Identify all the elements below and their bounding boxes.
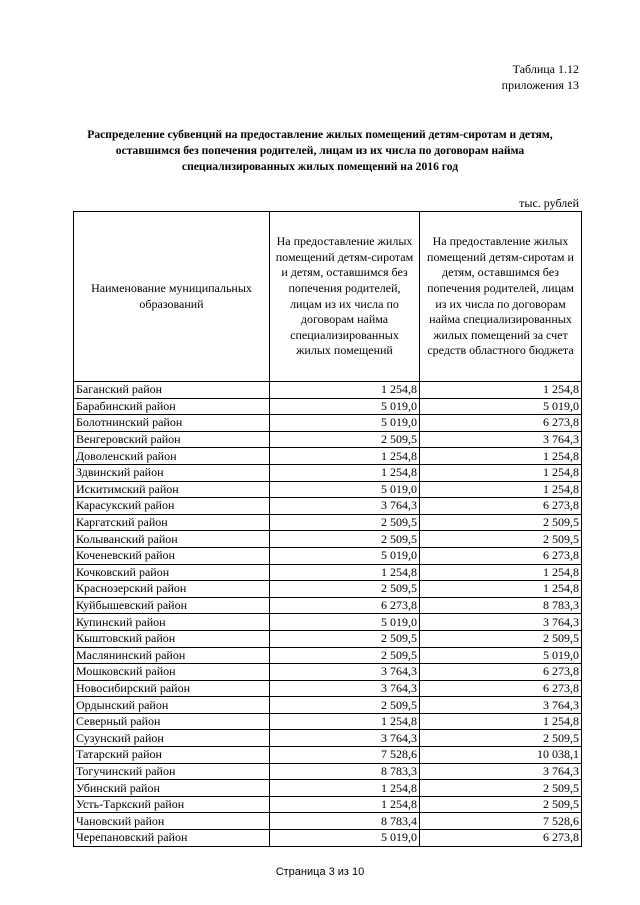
column-header-regional-budget: На предоставление жилых помещений детям-сиротам и детям, оставшимся без попечения родителей, лицам из их числа по договорам найма специализированных жилых помещений за счет средств областного бюджета: [420, 212, 582, 382]
regional-value-cell: 2 509,5: [420, 796, 582, 813]
municipality-cell: Коченевский район: [74, 547, 270, 564]
regional-value-cell: 2 509,5: [420, 780, 582, 797]
regional-value-cell: 2 509,5: [420, 630, 582, 647]
municipality-cell: Черепановский район: [74, 830, 270, 847]
table-row: [74, 796, 582, 813]
table-row: [74, 398, 582, 415]
subsidy-value-cell: 2 509,5: [270, 581, 420, 598]
regional-value-cell: 1 254,8: [420, 448, 582, 465]
table-row: [74, 498, 582, 515]
subsidy-value-cell: 5 019,0: [270, 481, 420, 498]
regional-value-cell: 2 509,5: [420, 531, 582, 548]
subsidy-value-cell: 1 254,8: [270, 464, 420, 481]
table-row: [74, 713, 582, 730]
table-row: [74, 415, 582, 432]
regional-value-cell: 3 764,3: [420, 697, 582, 714]
table-row: [74, 564, 582, 581]
column-header-municipality: Наименование муниципальных образований: [74, 212, 270, 382]
units-label: тыс. рублей: [519, 196, 579, 210]
municipality-cell: Маслянинский район: [74, 647, 270, 664]
municipality-cell: Здвинский район: [74, 464, 270, 481]
subsidy-value-cell: 3 764,3: [270, 498, 420, 515]
municipality-cell: Карасукский район: [74, 498, 270, 515]
document-title: [60, 127, 580, 175]
regional-value-cell: 6 273,8: [420, 680, 582, 697]
subsidy-value-cell: 1 254,8: [270, 564, 420, 581]
municipality-cell: Сузунский район: [74, 730, 270, 747]
regional-value-cell: 3 764,3: [420, 614, 582, 631]
regional-value-cell: 6 273,8: [420, 547, 582, 564]
regional-value-cell: 6 273,8: [420, 664, 582, 681]
subsidy-value-cell: 5 019,0: [270, 547, 420, 564]
table-row: [74, 813, 582, 830]
municipality-cell: Каргатский район: [74, 514, 270, 531]
table-row: [74, 730, 582, 747]
subsidy-value-cell: 5 019,0: [270, 614, 420, 631]
subsidy-value-cell: 5 019,0: [270, 398, 420, 415]
subsidy-value-cell: 5 019,0: [270, 830, 420, 847]
subsidy-value-cell: 2 509,5: [270, 630, 420, 647]
table-row: [74, 697, 582, 714]
column-header-subsidy: На предоставление жилых помещений детям-сиротам и детям, оставшимся без попечения родителей, лицам из их числа по договорам найма специализированных жилых помещений: [270, 212, 420, 382]
regional-value-cell: 2 509,5: [420, 514, 582, 531]
table-row: [74, 630, 582, 647]
regional-value-cell: 7 528,6: [420, 813, 582, 830]
municipality-cell: Мошковский район: [74, 664, 270, 681]
table-row: [74, 464, 582, 481]
regional-value-cell: 6 273,8: [420, 830, 582, 847]
appendix-reference: приложения 13: [501, 78, 579, 92]
table-row: [74, 382, 582, 399]
subsidy-value-cell: 3 764,3: [270, 664, 420, 681]
table-row: [74, 763, 582, 780]
table-row: [74, 597, 582, 614]
municipality-cell: Северный район: [74, 713, 270, 730]
table-row: [74, 481, 582, 498]
page-number: Страница 3 из 10: [275, 866, 365, 878]
municipality-cell: Баганский район: [74, 382, 270, 399]
table-row: [74, 431, 582, 448]
regional-value-cell: 3 764,3: [420, 763, 582, 780]
municipality-cell: Купинский район: [74, 614, 270, 631]
regional-value-cell: 6 273,8: [420, 415, 582, 432]
regional-value-cell: 1 254,8: [420, 564, 582, 581]
regional-value-cell: 1 254,8: [420, 581, 582, 598]
table-row: [74, 581, 582, 598]
subsidy-value-cell: 2 509,5: [270, 514, 420, 531]
subsidy-value-cell: 2 509,5: [270, 647, 420, 664]
municipality-cell: Колыванский район: [74, 531, 270, 548]
table-header-row: [74, 212, 582, 382]
municipality-cell: Убинский район: [74, 780, 270, 797]
municipality-cell: Искитимский район: [74, 481, 270, 498]
table-row: [74, 614, 582, 631]
table-row: [74, 747, 582, 764]
municipality-cell: Ордынский район: [74, 697, 270, 714]
municipality-cell: Кыштовский район: [74, 630, 270, 647]
table-row: [74, 830, 582, 847]
table-row: [74, 680, 582, 697]
regional-value-cell: 2 509,5: [420, 730, 582, 747]
regional-value-cell: 3 764,3: [420, 431, 582, 448]
municipality-cell: Барабинский район: [74, 398, 270, 415]
table-row: [74, 514, 582, 531]
regional-value-cell: 1 254,8: [420, 464, 582, 481]
title-line: оставшимся без попечения родителей, лицам из их числа по договорам найма: [115, 144, 525, 157]
regional-value-cell: 10 038,1: [420, 747, 582, 764]
table-row: [74, 547, 582, 564]
table-row: [74, 531, 582, 548]
municipality-cell: Болотнинский район: [74, 415, 270, 432]
subsidy-value-cell: 6 273,8: [270, 597, 420, 614]
municipality-cell: Тогучинский район: [74, 763, 270, 780]
subsidy-value-cell: 3 764,3: [270, 680, 420, 697]
subsidy-value-cell: 1 254,8: [270, 448, 420, 465]
table-row: [74, 780, 582, 797]
regional-value-cell: 8 783,3: [420, 597, 582, 614]
municipality-cell: Краснозерский район: [74, 581, 270, 598]
table-body: [74, 382, 582, 847]
table-row: [74, 664, 582, 681]
municipality-cell: Венгеровский район: [74, 431, 270, 448]
subsidy-table: [73, 211, 582, 847]
municipality-cell: Усть-Таркский район: [74, 796, 270, 813]
subsidy-value-cell: 1 254,8: [270, 382, 420, 399]
municipality-cell: Доволенский район: [74, 448, 270, 465]
regional-value-cell: 5 019,0: [420, 647, 582, 664]
municipality-cell: Новосибирский район: [74, 680, 270, 697]
subsidy-value-cell: 8 783,3: [270, 763, 420, 780]
table-reference: Таблица 1.12: [512, 62, 579, 76]
municipality-cell: Чановский район: [74, 813, 270, 830]
regional-value-cell: 5 019,0: [420, 398, 582, 415]
municipality-cell: Кочковский район: [74, 564, 270, 581]
regional-value-cell: 1 254,8: [420, 713, 582, 730]
subsidy-value-cell: 2 509,5: [270, 531, 420, 548]
title-line: Распределение субвенций на предоставление жилых помещений детям-сиротам и детям,: [87, 128, 553, 141]
subsidy-value-cell: 7 528,6: [270, 747, 420, 764]
table-row: [74, 448, 582, 465]
subsidy-value-cell: 3 764,3: [270, 730, 420, 747]
subsidy-value-cell: 2 509,5: [270, 697, 420, 714]
title-line: специализированных жилых помещений на 2016 год: [181, 160, 459, 173]
subsidy-value-cell: 2 509,5: [270, 431, 420, 448]
subsidy-value-cell: 5 019,0: [270, 415, 420, 432]
subsidy-value-cell: 1 254,8: [270, 780, 420, 797]
regional-value-cell: 1 254,8: [420, 382, 582, 399]
subsidy-value-cell: 8 783,4: [270, 813, 420, 830]
municipality-cell: Куйбышевский район: [74, 597, 270, 614]
table-row: [74, 647, 582, 664]
regional-value-cell: 1 254,8: [420, 481, 582, 498]
subsidy-value-cell: 1 254,8: [270, 713, 420, 730]
regional-value-cell: 6 273,8: [420, 498, 582, 515]
subsidy-value-cell: 1 254,8: [270, 796, 420, 813]
municipality-cell: Татарский район: [74, 747, 270, 764]
